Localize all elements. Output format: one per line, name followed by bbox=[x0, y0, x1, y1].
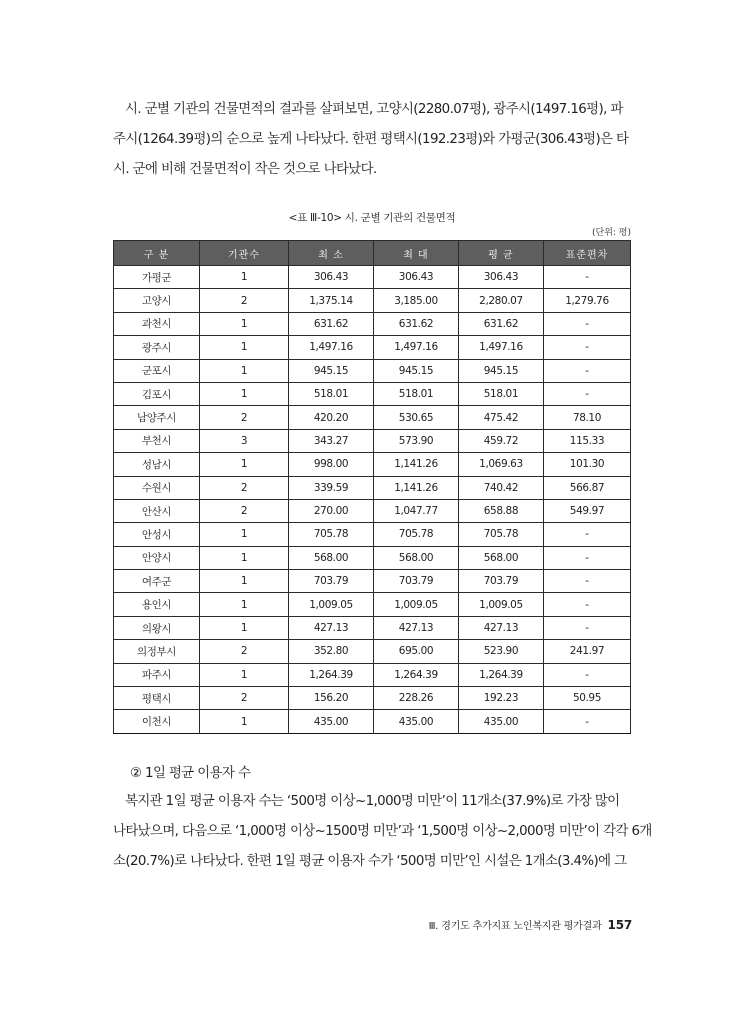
cell-stddev: - bbox=[543, 523, 630, 546]
table-row bbox=[114, 336, 631, 359]
cell-region: 의왕시 bbox=[114, 616, 200, 639]
cell-max: 3,185.00 bbox=[373, 289, 458, 312]
cell-max: 435.00 bbox=[373, 710, 458, 733]
table-header-row bbox=[114, 241, 631, 266]
cell-region: 남양주시 bbox=[114, 406, 200, 429]
cell-region: 여주군 bbox=[114, 570, 200, 593]
cell-count: 1 bbox=[200, 266, 289, 289]
table-unit: (단위: 평) bbox=[592, 228, 631, 238]
section2-line: 나타났으며, 다음으로 ‘1,000명 이상~1500명 미만’과 ‘1,500명 이상~2,000명 미만’이 각각 6개 bbox=[113, 824, 652, 839]
cell-stddev: 1,279.76 bbox=[543, 289, 630, 312]
cell-region: 과천시 bbox=[114, 312, 200, 335]
cell-count: 2 bbox=[200, 406, 289, 429]
cell-region: 용인시 bbox=[114, 593, 200, 616]
table-row bbox=[114, 476, 631, 499]
cell-max: 1,141.26 bbox=[373, 476, 458, 499]
header-cell-region: 구 분 bbox=[114, 241, 200, 266]
cell-min: 420.20 bbox=[289, 406, 374, 429]
cell-region: 평택시 bbox=[114, 687, 200, 710]
table-row bbox=[114, 453, 631, 476]
cell-max: 306.43 bbox=[373, 266, 458, 289]
cell-count: 1 bbox=[200, 546, 289, 569]
cell-count: 2 bbox=[200, 687, 289, 710]
cell-stddev: - bbox=[543, 593, 630, 616]
cell-stddev: 241.97 bbox=[543, 640, 630, 663]
cell-stddev: - bbox=[543, 382, 630, 405]
cell-min: 631.62 bbox=[289, 312, 374, 335]
cell-stddev: 101.30 bbox=[543, 453, 630, 476]
cell-min: 1,497.16 bbox=[289, 336, 374, 359]
section-heading: ② 1일 평균 이용자 수 bbox=[130, 766, 251, 781]
cell-max: 568.00 bbox=[373, 546, 458, 569]
table-caption: <표 Ⅲ-10> 시. 군별 기관의 건물면적 bbox=[288, 212, 456, 224]
cell-max: 1,264.39 bbox=[373, 663, 458, 686]
cell-region: 군포시 bbox=[114, 359, 200, 382]
cell-min: 705.78 bbox=[289, 523, 374, 546]
cell-max: 228.26 bbox=[373, 687, 458, 710]
cell-region: 안양시 bbox=[114, 546, 200, 569]
cell-stddev: - bbox=[543, 663, 630, 686]
cell-region: 의정부시 bbox=[114, 640, 200, 663]
building-area-table bbox=[113, 240, 631, 734]
cell-min: 703.79 bbox=[289, 570, 374, 593]
table-body bbox=[114, 266, 631, 734]
table-row bbox=[114, 429, 631, 452]
cell-mean: 459.72 bbox=[458, 429, 543, 452]
header-cell-mean: 평 균 bbox=[458, 241, 543, 266]
cell-max: 703.79 bbox=[373, 570, 458, 593]
cell-max: 530.65 bbox=[373, 406, 458, 429]
cell-count: 2 bbox=[200, 476, 289, 499]
intro-line: 주시(1264.39평)의 순으로 높게 나타났다. 한편 평택시(192.23평)와 가평군(306.43평)은 타 bbox=[113, 132, 629, 147]
cell-stddev: 549.97 bbox=[543, 499, 630, 522]
cell-count: 1 bbox=[200, 453, 289, 476]
section2-line: 복지관 1일 평균 이용자 수는 ‘500명 이상~1,000명 미만’이 11개소(37.9%)로 가장 많이 bbox=[125, 794, 620, 809]
cell-stddev: 566.87 bbox=[543, 476, 630, 499]
cell-mean: 740.42 bbox=[458, 476, 543, 499]
cell-min: 1,264.39 bbox=[289, 663, 374, 686]
header-cell-count: 기관수 bbox=[200, 241, 289, 266]
cell-stddev: - bbox=[543, 616, 630, 639]
cell-count: 1 bbox=[200, 336, 289, 359]
cell-mean: 1,497.16 bbox=[458, 336, 543, 359]
table-row bbox=[114, 523, 631, 546]
cell-min: 998.00 bbox=[289, 453, 374, 476]
cell-min: 1,375.14 bbox=[289, 289, 374, 312]
cell-min: 270.00 bbox=[289, 499, 374, 522]
page-number: 157 bbox=[607, 918, 632, 932]
cell-mean: 192.23 bbox=[458, 687, 543, 710]
cell-max: 1,141.26 bbox=[373, 453, 458, 476]
cell-min: 343.27 bbox=[289, 429, 374, 452]
cell-count: 1 bbox=[200, 570, 289, 593]
cell-count: 2 bbox=[200, 499, 289, 522]
cell-region: 파주시 bbox=[114, 663, 200, 686]
cell-min: 518.01 bbox=[289, 382, 374, 405]
cell-count: 1 bbox=[200, 593, 289, 616]
cell-stddev: - bbox=[543, 336, 630, 359]
cell-min: 945.15 bbox=[289, 359, 374, 382]
cell-count: 2 bbox=[200, 289, 289, 312]
cell-mean: 631.62 bbox=[458, 312, 543, 335]
cell-count: 1 bbox=[200, 382, 289, 405]
cell-stddev: 78.10 bbox=[543, 406, 630, 429]
cell-stddev: - bbox=[543, 570, 630, 593]
cell-max: 1,009.05 bbox=[373, 593, 458, 616]
cell-count: 2 bbox=[200, 640, 289, 663]
section2-line: 소(20.7%)로 나타났다. 한편 1일 평균 이용자 수가 ‘500명 미만’인 시설은 1개소(3.4%)에 그 bbox=[113, 854, 627, 869]
cell-max: 631.62 bbox=[373, 312, 458, 335]
cell-mean: 945.15 bbox=[458, 359, 543, 382]
cell-mean: 306.43 bbox=[458, 266, 543, 289]
table-row bbox=[114, 406, 631, 429]
cell-mean: 568.00 bbox=[458, 546, 543, 569]
cell-mean: 518.01 bbox=[458, 382, 543, 405]
cell-max: 1,047.77 bbox=[373, 499, 458, 522]
cell-max: 945.15 bbox=[373, 359, 458, 382]
table-row bbox=[114, 546, 631, 569]
table-row bbox=[114, 359, 631, 382]
section2-paragraph bbox=[113, 787, 652, 877]
cell-mean: 658.88 bbox=[458, 499, 543, 522]
cell-count: 3 bbox=[200, 429, 289, 452]
cell-min: 339.59 bbox=[289, 476, 374, 499]
cell-region: 광주시 bbox=[114, 336, 200, 359]
cell-min: 156.20 bbox=[289, 687, 374, 710]
header-cell-max: 최 대 bbox=[373, 241, 458, 266]
cell-mean: 703.79 bbox=[458, 570, 543, 593]
cell-stddev: 115.33 bbox=[543, 429, 630, 452]
table-row bbox=[114, 289, 631, 312]
cell-stddev: - bbox=[543, 312, 630, 335]
cell-max: 1,497.16 bbox=[373, 336, 458, 359]
cell-min: 306.43 bbox=[289, 266, 374, 289]
cell-stddev: 50.95 bbox=[543, 687, 630, 710]
cell-region: 안산시 bbox=[114, 499, 200, 522]
cell-region: 안성시 bbox=[114, 523, 200, 546]
cell-stddev: - bbox=[543, 710, 630, 733]
cell-count: 1 bbox=[200, 359, 289, 382]
cell-min: 427.13 bbox=[289, 616, 374, 639]
cell-region: 부천시 bbox=[114, 429, 200, 452]
cell-count: 1 bbox=[200, 312, 289, 335]
table-row bbox=[114, 570, 631, 593]
table-row bbox=[114, 266, 631, 289]
cell-max: 695.00 bbox=[373, 640, 458, 663]
cell-max: 573.90 bbox=[373, 429, 458, 452]
cell-min: 352.80 bbox=[289, 640, 374, 663]
cell-region: 김포시 bbox=[114, 382, 200, 405]
cell-region: 수원시 bbox=[114, 476, 200, 499]
cell-max: 705.78 bbox=[373, 523, 458, 546]
cell-region: 성남시 bbox=[114, 453, 200, 476]
cell-region: 이천시 bbox=[114, 710, 200, 733]
cell-mean: 1,069.63 bbox=[458, 453, 543, 476]
table-row bbox=[114, 499, 631, 522]
intro-line: 시. 군에 비해 건물면적이 작은 것으로 나타났다. bbox=[113, 162, 377, 177]
cell-mean: 1,009.05 bbox=[458, 593, 543, 616]
intro-paragraph bbox=[113, 95, 633, 185]
cell-min: 1,009.05 bbox=[289, 593, 374, 616]
cell-mean: 2,280.07 bbox=[458, 289, 543, 312]
cell-min: 435.00 bbox=[289, 710, 374, 733]
cell-region: 고양시 bbox=[114, 289, 200, 312]
intro-line: 시. 군별 기관의 건물면적의 결과를 살펴보면, 고양시(2280.07평), 광주시(1497.16평), 파 bbox=[125, 102, 623, 117]
table-row bbox=[114, 382, 631, 405]
table-row bbox=[114, 687, 631, 710]
cell-stddev: - bbox=[543, 266, 630, 289]
cell-mean: 427.13 bbox=[458, 616, 543, 639]
table-row bbox=[114, 640, 631, 663]
page-footer bbox=[429, 917, 632, 932]
header-cell-min: 최 소 bbox=[289, 241, 374, 266]
cell-count: 1 bbox=[200, 710, 289, 733]
cell-max: 427.13 bbox=[373, 616, 458, 639]
table-row bbox=[114, 710, 631, 733]
cell-region: 가평군 bbox=[114, 266, 200, 289]
cell-mean: 435.00 bbox=[458, 710, 543, 733]
table-row bbox=[114, 616, 631, 639]
cell-count: 1 bbox=[200, 663, 289, 686]
cell-mean: 705.78 bbox=[458, 523, 543, 546]
footer-title: Ⅲ. 경기도 추가지표 노인복지관 평가결과 bbox=[428, 921, 602, 932]
cell-stddev: - bbox=[543, 546, 630, 569]
header-cell-stddev: 표준편차 bbox=[543, 241, 630, 266]
cell-min: 568.00 bbox=[289, 546, 374, 569]
cell-mean: 475.42 bbox=[458, 406, 543, 429]
cell-count: 1 bbox=[200, 523, 289, 546]
table-row bbox=[114, 312, 631, 335]
cell-mean: 1,264.39 bbox=[458, 663, 543, 686]
cell-count: 1 bbox=[200, 616, 289, 639]
cell-mean: 523.90 bbox=[458, 640, 543, 663]
table-row bbox=[114, 663, 631, 686]
cell-stddev: - bbox=[543, 359, 630, 382]
table-row bbox=[114, 593, 631, 616]
cell-max: 518.01 bbox=[373, 382, 458, 405]
